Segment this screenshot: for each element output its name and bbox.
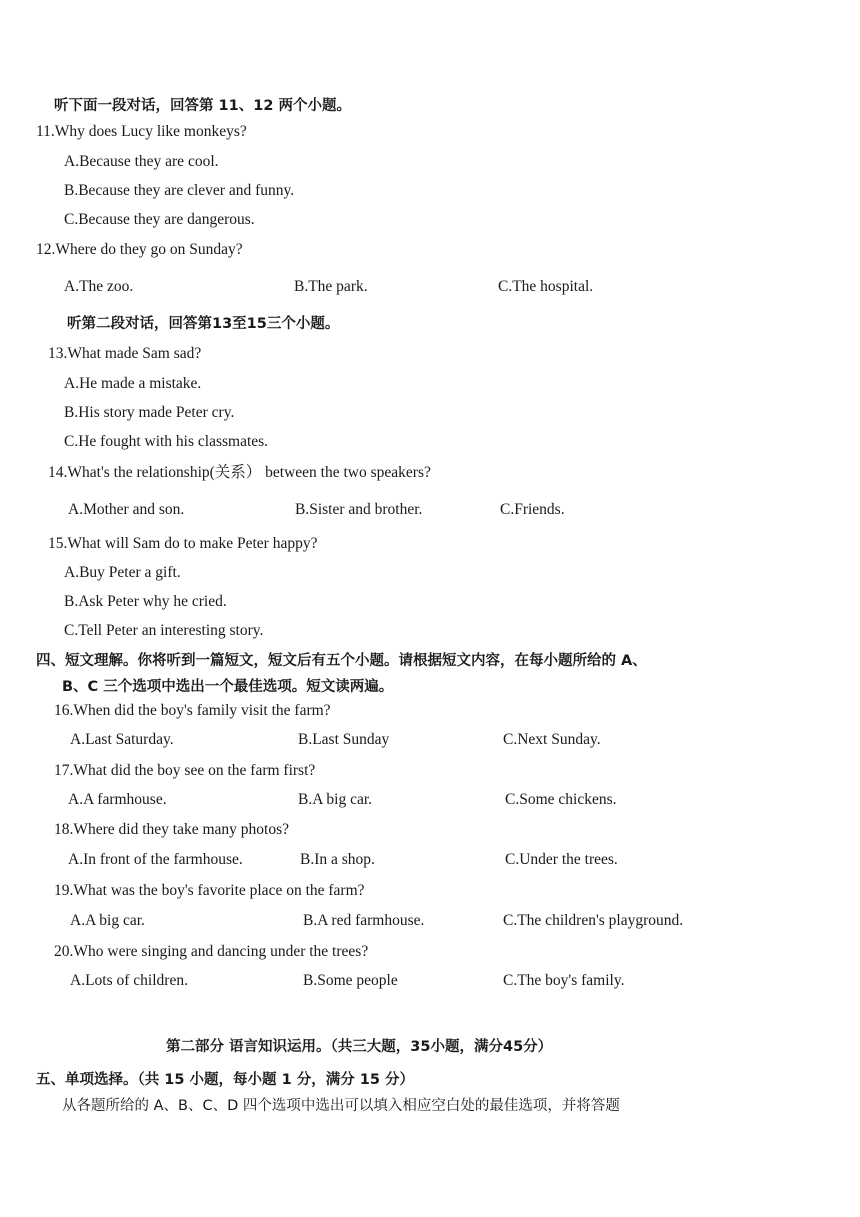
question-17-option-a: A.A farmhouse. [68,791,167,808]
intro-dialogue-2: 听第二段对话，回答第13至15三个小题。 [67,316,340,332]
intro-dialogue-1: 听下面一段对话，回答第 11、12 两个小题。 [54,98,351,114]
question-19-option-b: B.A red farmhouse. [303,912,425,929]
question-16-option-b: B.Last Sunday [298,731,390,748]
question-17-option-b: B.A big car. [298,791,373,808]
question-13-option-c: C.He fought with his classmates. [64,433,269,450]
question-12-stem: 12.Where do they go on Sunday? [36,241,243,258]
question-19-option-c: C.The children's playground. [503,912,684,929]
question-18-option-b: B.In a shop. [300,851,375,868]
question-14-option-a: A.Mother and son. [68,501,185,518]
question-16-option-a: A.Last Saturday. [70,731,174,748]
question-17-stem: 17.What did the boy see on the farm first? [54,762,316,779]
section-5-heading: 五、单项选择。（共 15 小题，每小题 1 分，满分 15 分） [36,1072,414,1088]
question-20-option-b: B.Some people [303,972,398,989]
question-15-option-c: C.Tell Peter an interesting story. [64,622,264,639]
question-18-option-a: A.In front of the farmhouse. [68,851,243,868]
question-11-option-b: B.Because they are clever and funny. [64,182,295,199]
question-12-option-a: A.The zoo. [64,278,134,295]
question-11-option-a: A.Because they are cool. [64,153,219,170]
question-14-stem: 14.What's the relationship(关系） between the two speakers? [48,464,431,481]
question-16-stem: 16.When did the boy's family visit the farm? [54,702,331,719]
question-11-stem: 11.Why does Lucy like monkeys? [36,123,247,140]
question-20-option-c: C.The boy's family. [503,972,625,989]
section-5-instruction: 从各题所给的 A、B、C、D 四个选项中选出可以填入相应空白处的最佳选项，并将答题 [62,1098,620,1114]
question-18-option-c: C.Under the trees. [505,851,618,868]
question-20-option-a: A.Lots of children. [70,972,188,989]
question-18-stem: 18.Where did they take many photos? [54,821,290,838]
question-20-stem: 20.Who were singing and dancing under the trees? [54,943,369,960]
question-16-option-c: C.Next Sunday. [503,731,601,748]
question-13-option-b: B.His story made Peter cry. [64,404,235,421]
question-15-option-a: A.Buy Peter a gift. [64,564,181,581]
question-17-option-c: C.Some chickens. [505,791,617,808]
question-12-option-c: C.The hospital. [498,278,594,295]
question-11-option-c: C.Because they are dangerous. [64,211,255,228]
question-14-option-b: B.Sister and brother. [295,501,423,518]
question-15-stem: 15.What will Sam do to make Peter happy? [48,535,318,552]
question-13-option-a: A.He made a mistake. [64,375,202,392]
question-19-stem: 19.What was the boy's favorite place on the farm? [54,882,365,899]
question-13-stem: 13.What made Sam sad? [48,345,202,362]
question-19-option-a: A.A big car. [70,912,145,929]
question-12-option-b: B.The park. [294,278,368,295]
section-4-heading-line-1: 四、短文理解。你将听到一篇短文，短文后有五个小题。请根据短文内容，在每小题所给的 A、 [36,653,647,669]
question-15-option-b: B.Ask Peter why he cried. [64,593,227,610]
question-14-option-c: C.Friends. [500,501,565,518]
section-4-heading-line-2: B、C 三个选项中选出一个最佳选项。短文读两遍。 [62,679,394,695]
part-2-title: 第二部分 语言知识运用。（共三大题，35小题，满分45分） [166,1039,553,1055]
